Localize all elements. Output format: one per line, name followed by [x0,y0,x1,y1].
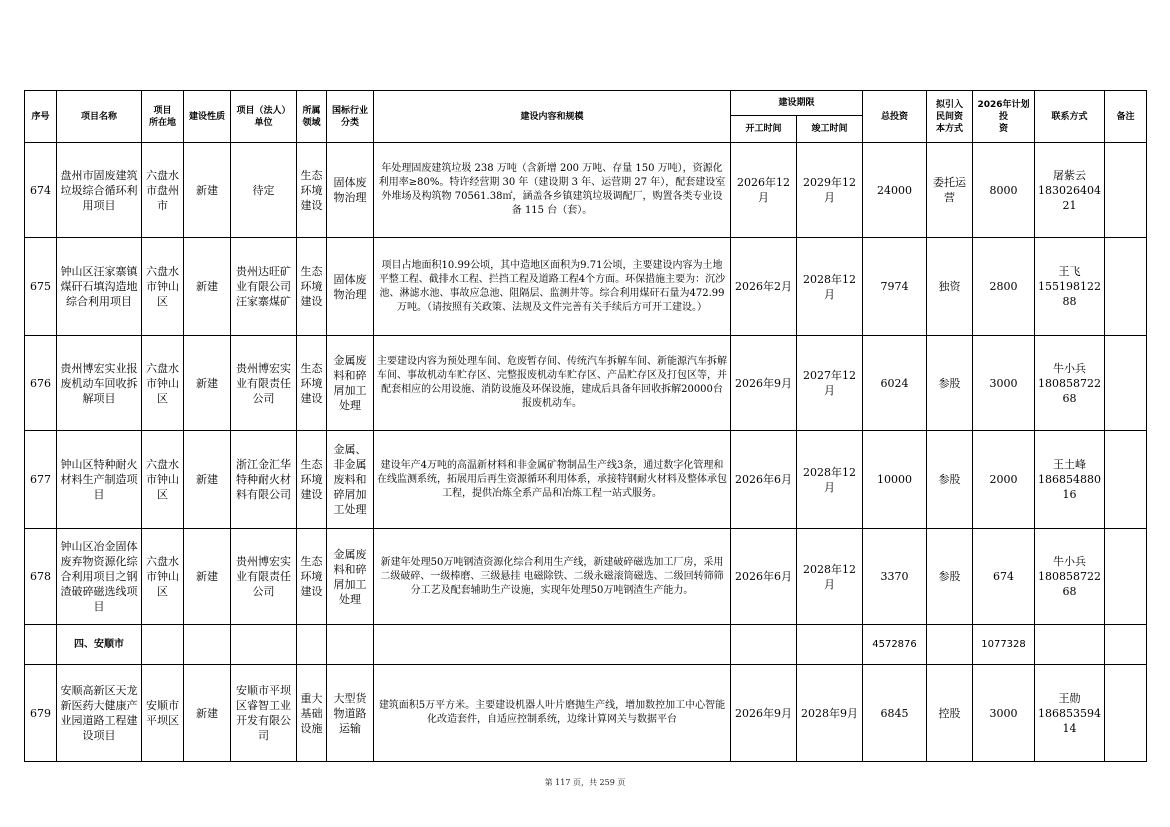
cell-name: 钟山区冶金固体废弃物资源化综合利用项目之钢渣破碎磁选线项目 [57,529,142,625]
cell-end: 2027年12月 [797,336,863,431]
cell-total: 7974 [863,238,927,336]
cell-seq: 674 [25,143,57,238]
cell-name: 安顺高新区天龙新医药大健康产业园道路工程建设项目 [57,665,142,762]
cell-field: 生态环境建设 [297,431,327,529]
contact-name: 王飞 [1058,265,1081,278]
cell-unit: 安顺市平坝区睿智工业开发有限公司 [231,665,297,762]
table-row [25,143,1147,238]
cell-note [1105,431,1147,529]
cell-total: 24000 [863,143,927,238]
cell-contact [1035,431,1105,529]
cell-plan: 8000 [973,143,1035,238]
cell-industry: 固体废物治理 [327,143,374,238]
cell-start: 2026年12月 [731,143,797,238]
cell-content: 项目占地面积10.99公顷，其中造地区面积为9.71公顷，主要建设内容为土地平整工程、截排水工程、拦挡工程及道路工程4个方面。环保措施主要为：沉沙池、淋滤水池、事故应急池、阻隔层、监测井等。综合利用煤矸石量为472.99万吨。（请按照有关政策、法规及文件完善有关手续后方可开工建设。） [374,238,731,336]
cell-contact [1035,529,1105,625]
header-plan: 2026年计划投 资 [973,91,1035,143]
cell-seq: 677 [25,431,57,529]
cell-location: 六盘水市钟山区 [142,431,184,529]
cell-unit: 待定 [231,143,297,238]
cell-end: 2028年12月 [797,529,863,625]
header-contact: 联系方式 [1035,91,1105,143]
header-industry: 国标行业 分类 [327,91,374,143]
header-content: 建设内容和规模 [374,91,731,143]
cell-note [1105,238,1147,336]
cell-plan: 3000 [973,336,1035,431]
contact-phone: 18085872268 [1038,570,1102,598]
cell-note [1105,143,1147,238]
cell-industry: 金属、非金属废料和碎屑加工处理 [327,431,374,529]
cell-nature: 新建 [184,431,231,529]
cell-capital: 参股 [927,529,973,625]
cell-unit: 浙江金汇华特种耐火材料有限公司 [231,431,297,529]
cell-field: 生态环境建设 [297,238,327,336]
cell-total: 10000 [863,431,927,529]
cell-contact [1035,238,1105,336]
cell-industry: 固体废物治理 [327,238,374,336]
header-period: 建设期限 [731,91,863,116]
cell-seq: 675 [25,238,57,336]
cell-end: 2028年12月 [797,431,863,529]
cell-note [1105,665,1147,762]
section-title: 四、安顺市 [57,625,142,665]
cell-industry: 金属废料和碎屑加工处理 [327,529,374,625]
cell-start: 2026年6月 [731,529,797,625]
header-field: 所属 领域 [297,91,327,143]
cell-name: 贵州博宏实业报废机动车回收拆解项目 [57,336,142,431]
cell-capital: 参股 [927,336,973,431]
cell-capital: 参股 [927,431,973,529]
contact-name: 牛小兵 [1053,361,1087,375]
cell-note [1105,336,1147,431]
header-end: 竣工时间 [797,116,863,143]
cell-end: 2029年12月 [797,143,863,238]
table-row [25,431,1147,529]
contact-phone: 18685359414 [1038,706,1102,735]
cell-contact [1035,143,1105,238]
cell-start: 2026年9月 [731,336,797,431]
cell-nature: 新建 [184,336,231,431]
contact-name: 牛小兵 [1053,555,1087,568]
cell-field: 重大基础设施 [297,665,327,762]
cell-seq: 678 [25,529,57,625]
cell-plan: 2000 [973,431,1035,529]
cell-location: 六盘水市盘州市 [142,143,184,238]
header-total: 总投资 [863,91,927,143]
section-total: 4572876 [863,625,927,665]
cell-content: 新建年处理50万吨钢渣资源化综合利用生产线，新建破碎磁选加工厂房，采用二级破碎、一级棒磨、三级悬挂 电磁除铁、二级永磁滚筒磁选、二级回转筛筛分工艺及配套辅助生产设施，实现年处理50万吨钢渣生产能力。 [374,529,731,625]
cell-nature: 新建 [184,143,231,238]
cell-content: 主要建设内容为预处理车间、危废暂存间、传统汽车拆解车间、新能源汽车拆解车间、事故机动车贮存区、完整报废机动车贮存区、产品贮存区及打包区等，并配套相应的公用设施、消防设施及环保设施，建成后具备年回收拆解20000台报废机动车。 [374,336,731,431]
cell-unit: 贵州达旺矿业有限公司汪家寨煤矿 [231,238,297,336]
cell-content: 建设年产4万吨的高温新材料和非金属矿物制品生产线3条，通过数字化管理和在线监测系统，拓展用后再生资源循环利用体系，承接特钢耐火材料及整体承包工程，提供冶炼全系产品和冶炼工程一站式服务。 [374,431,731,529]
cell-nature: 新建 [184,665,231,762]
cell-content: 建筑面积5万平方米。主要建设机器人叶片磨抛生产线，增加数控加工中心智能化改造套件，自适应控制系统，边缘计算网关与数据平台 [374,665,731,762]
cell-location: 六盘水市钟山区 [142,529,184,625]
table-row [25,336,1147,431]
cell-capital: 委托运营 [927,143,973,238]
cell-unit: 贵州博宏实业有限责任公司 [231,336,297,431]
cell-plan: 674 [973,529,1035,625]
contact-name: 王土峰 [1053,458,1087,471]
cell-nature: 新建 [184,238,231,336]
header-name: 项目名称 [57,91,142,143]
header-seq: 序号 [25,91,57,143]
cell-start: 2026年2月 [731,238,797,336]
cell-capital: 独资 [927,238,973,336]
cell-total: 3370 [863,529,927,625]
cell-seq: 676 [25,336,57,431]
cell-field: 生态环境建设 [297,143,327,238]
cell-plan: 2800 [973,238,1035,336]
cell-location: 六盘水市钟山区 [142,336,184,431]
cell-name: 钟山区汪家寨镇煤矸石填沟造地综合利用项目 [57,238,142,336]
contact-name: 王勋 [1058,691,1081,705]
cell-seq: 679 [25,665,57,762]
cell-end: 2028年12月 [797,238,863,336]
table-row [25,238,1147,336]
contact-phone: 18085872268 [1038,376,1102,405]
section-row [25,625,1147,665]
cell-location: 六盘水市钟山区 [142,238,184,336]
cell-name: 钟山区特种耐火材料生产制造项目 [57,431,142,529]
cell-contact [1035,665,1105,762]
page-footer: 第 117 页，共 259 页 [544,778,626,787]
cell-start: 2026年9月 [731,665,797,762]
cell-contact [1035,336,1105,431]
cell-end: 2028年9月 [797,665,863,762]
table-row [25,529,1147,625]
cell-field: 生态环境建设 [297,529,327,625]
cell-note [1105,529,1147,625]
header-location: 项目 所在地 [142,91,184,143]
contact-name: 屠紫云 [1053,168,1087,182]
contact-phone: 18685488016 [1038,473,1102,501]
header-note: 备注 [1105,91,1147,143]
cell-name: 盘州市固废建筑垃圾综合循环利用项目 [57,143,142,238]
header-start: 开工时间 [731,116,797,143]
contact-phone: 15519812288 [1038,280,1102,308]
header-nature: 建设性质 [184,91,231,143]
cell-unit: 贵州博宏实业有限责任公司 [231,529,297,625]
cell-industry: 大型货物道路运输 [327,665,374,762]
table-row [25,665,1147,762]
cell-plan: 3000 [973,665,1035,762]
cell-location: 安顺市平坝区 [142,665,184,762]
project-table [24,90,1147,762]
cell-field: 生态环境建设 [297,336,327,431]
cell-industry: 金属废料和碎屑加工处理 [327,336,374,431]
cell-capital: 控股 [927,665,973,762]
cell-start: 2026年6月 [731,431,797,529]
cell-total: 6845 [863,665,927,762]
cell-total: 6024 [863,336,927,431]
cell-nature: 新建 [184,529,231,625]
section-plan: 1077328 [973,625,1035,665]
header-capital: 拟引入 民间资 本方式 [927,91,973,143]
cell-content: 年处理固废建筑垃圾 238 万吨（含新增 200 万吨、存量 150 万吨），资源化利用率≥80%。特许经营期 30 年（建设期 3 年、运营期 27 年），配套建设室外堆场及构筑物 70561.38㎡，涵盖各乡镇建筑垃圾调配厂，购置各类专业设备 115 台（套）。 [374,143,731,238]
header-unit: 项目（法人） 单位 [231,91,297,143]
contact-phone: 18302640421 [1038,183,1102,212]
